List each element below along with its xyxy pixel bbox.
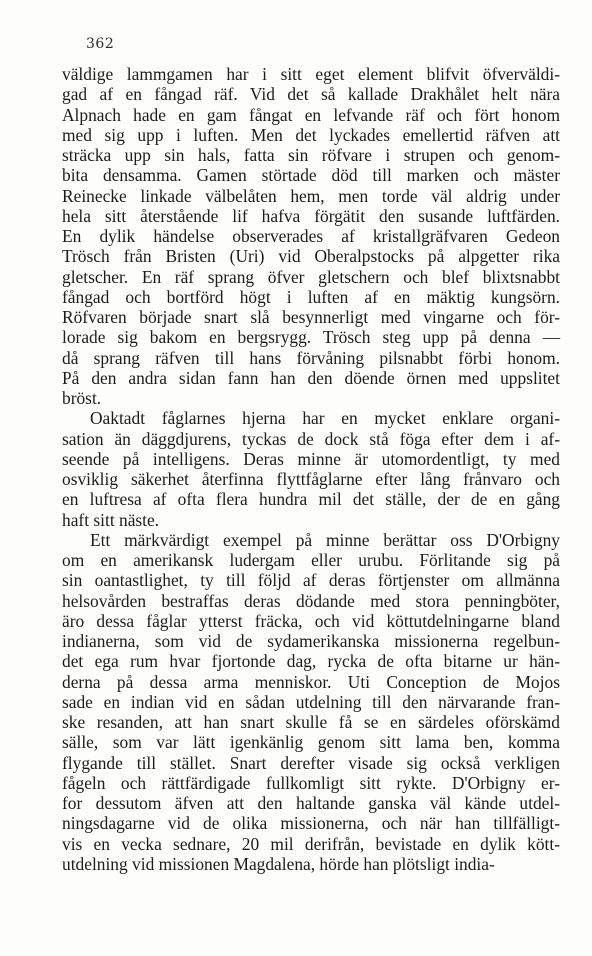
text-line: sträcka upp sin hals, fatta sin röfvare i strupen och genom- xyxy=(62,145,560,165)
text-line: ningsdagarne vid de olika missionerna, och när han tillfälligt- xyxy=(62,813,560,834)
text-line: flygande till stället. Snart derefter visade sig också verkligen xyxy=(62,752,560,773)
text-line: En dylik händelse observerades af kristallgräfvaren Gedeon xyxy=(62,226,560,246)
page-number: 362 xyxy=(86,36,115,52)
text-line: gad af en fångad räf. Vid det så kallade Drakhålet helt nära xyxy=(62,84,560,105)
text-line: Reinecke linkade välbelåten hem, men torde väl aldrig under xyxy=(62,185,560,206)
text-line: indianerna, som vid de sydamerikanska missionerna regelbun- xyxy=(62,631,560,651)
text-line: då sprang räfven till hans förvåning pilsnabbt förbi honom. xyxy=(62,347,560,368)
text-line: gletscher. En räf sprang öfver gletschern och blef blixtsnabbt xyxy=(62,266,560,287)
text-line: äro dessa fåglar ytterst fräcka, och vid köttutdelningarne bland xyxy=(62,610,560,631)
text-line: om en amerikansk ludergam eller urubu. Förlitande sig på xyxy=(62,550,560,570)
paragraph xyxy=(62,408,560,530)
text-line: Röfvaren började snart slå besynnerligt med vingarne och för- xyxy=(62,307,560,327)
body-text xyxy=(62,64,560,874)
text-line: med sig upp i luften. Men det lyckades emellertid räfven att xyxy=(62,124,560,145)
text-line: utdelning vid missionen Magdalena, hörde han plötsligt india- xyxy=(62,853,495,874)
text-line: bita densamma. Gamen störtade död till marken och mäster xyxy=(62,165,560,186)
text-line: hela sitt återstående lif hafva förgätit den susande luftfärden. xyxy=(62,205,560,226)
text-line: Ett märkvärdigt exempel på minne berättar oss D'Orbigny xyxy=(90,529,560,550)
text-line: väldige lammgamen har i sitt eget element blifvit öfverväldi- xyxy=(62,64,560,84)
text-line: lorade sig bakom en bergsrygg. Trösch steg upp på denna — xyxy=(62,327,560,348)
text-line: fågeln och rättfärdigade fullkomligt sitt rykte. D'Orbigny er- xyxy=(62,772,560,793)
text-line: Trösch från Bristen (Uri) vid Oberalpstocks på alpgetter rika xyxy=(62,246,560,267)
text-line: fångad och bortförd högt i luften af en mäktig kungsörn. xyxy=(62,286,560,307)
text-line: sation än däggdjurens, tyckas de dock stå föga efter dem i af- xyxy=(62,428,560,449)
paragraph xyxy=(62,64,560,408)
text-line: sade en indian vid en sådan utdelning till den närvarande fran- xyxy=(62,691,560,712)
text-line: osviklig säkerhet återfinna flyttfåglarne efter lång frånvaro och xyxy=(62,469,560,489)
text-line: På den andra sidan fann han den döende örnen med uppslitet xyxy=(62,367,560,388)
text-line: en luftresa af ofta flera hundra mil det ställe, der de en gång xyxy=(62,489,560,510)
text-line: sin oantastlighet, ty till följd af deras förtjenster om allmänna xyxy=(62,570,560,591)
text-line: det ega rum hvar fjortonde dag, rycka de ofta bitarne ur hän- xyxy=(62,651,560,672)
text-line: ske resanden, att han snart skulle få se en särdeles oförskämd xyxy=(62,712,560,732)
text-line: seende på intelligens. Deras minne är utomordentligt, ty med xyxy=(62,448,560,469)
text-line: bröst. xyxy=(62,388,102,408)
text-line: derna på dessa arma menniskor. Uti Conception de Mojos xyxy=(62,671,560,692)
text-line: sälle, som var lätt igenkänlig genom sitt lama ben, komma xyxy=(62,732,560,753)
text-line: Alpnach hade en gam fångat en lefvande räf och fört honom xyxy=(62,104,560,125)
text-line: haft sitt näste. xyxy=(62,509,160,530)
text-line: helsovården bestraffas deras dödande med stora penningböter, xyxy=(62,590,560,611)
text-line: for dessutom äfven att den haltande ganska väl kände utdel- xyxy=(62,793,560,813)
paragraph xyxy=(62,530,560,874)
text-line: Oaktadt fåglarnes hjerna har en mycket enklare organi- xyxy=(90,408,560,429)
text-line: vis en vecka sednare, 20 mil derifrån, bevistade en dylik kött- xyxy=(62,833,560,854)
